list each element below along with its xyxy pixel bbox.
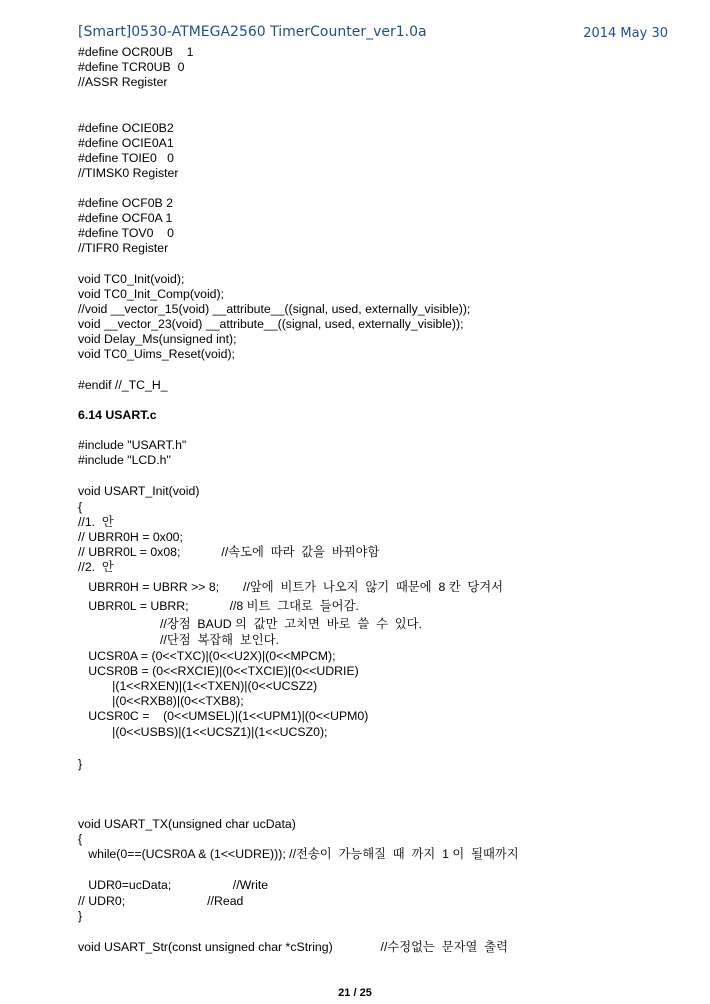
code-line: // UBRR0L = 0x08; //속도에 따라 값을 바꿔야함 <box>78 545 380 559</box>
code-line: #include "LCD.h" <box>78 453 171 467</box>
code-line: //void __vector_15(void) __attribute__((signal, used, externally_visible)); <box>78 302 471 316</box>
code-line: } <box>78 757 83 771</box>
code-line: void USART_Str(const unsigned char *cString) //수정없는 문자열 출력 <box>78 940 508 954</box>
code-line: UCSR0A = (0<<TXC)|(0<<U2X)|(0<<MPCM); <box>78 649 336 663</box>
code-line: //ASSR Register <box>78 75 168 89</box>
code-line: } <box>78 909 83 923</box>
page-number: 21 / 25 <box>338 987 372 999</box>
code-line: #endif //_TC_H_ <box>78 378 168 392</box>
code-line: void TC0_Init_Comp(void); <box>78 287 225 301</box>
code-line: { <box>78 832 83 846</box>
code-line: #define TOIE0 0 <box>78 151 174 165</box>
code-line: //TIFR0 Register <box>78 241 169 255</box>
code-line: |(0<<USBS)|(1<<UCSZ1)|(1<<UCSZ0); <box>78 725 328 739</box>
code-line: UDR0=ucData; //Write <box>78 878 269 892</box>
code-line: //TIMSK0 Register <box>78 166 179 180</box>
code-line: #define OCF0B 2 <box>78 196 174 210</box>
code-line: void __vector_23(void) __attribute__((signal, used, externally_visible)); <box>78 317 464 331</box>
code-line: void TC0_Init(void); <box>78 272 185 286</box>
code-line: #define OCIE0B2 <box>78 121 174 135</box>
code-line: #define OCF0A 1 <box>78 211 173 225</box>
code-line: #define OCR0UB 1 <box>78 45 194 59</box>
code-line: #define OCIE0A1 <box>78 136 174 150</box>
code-line: UCSR0B = (0<<RXCIE)|(0<<TXCIE)|(0<<UDRIE) <box>78 664 359 678</box>
section-heading: 6.14 USART.c <box>78 408 157 422</box>
code-line: #define TCR0UB 0 <box>78 60 185 74</box>
code-line: void TC0_Uims_Reset(void); <box>78 347 235 361</box>
code-line: UBRR0L = UBRR; //8 비트 그대로 들어감. <box>78 599 359 613</box>
code-line: while(0==(UCSR0A & (1<<UDRE))); //전송이 가능해질 때 까지 1 이 될때까지 <box>78 847 519 861</box>
header-title: [Smart]0530-ATMEGA2560 TimerCounter_ver1.0a <box>78 24 427 40</box>
code-line: void USART_Init(void) <box>78 484 200 498</box>
code-line: UBRR0H = UBRR >> 8; //앞에 비트가 나오지 않기 때문에 8 칸 당겨서 <box>78 580 504 594</box>
code-line: void USART_TX(unsigned char ucData) <box>78 817 296 831</box>
code-line: // UBRR0H = 0x00; <box>78 530 183 544</box>
code-line: #define TOV0 0 <box>78 226 174 240</box>
code-line: // UDR0; //Read <box>78 894 244 908</box>
code-line: UCSR0C = (0<<UMSEL)|(1<<UPM1)|(0<<UPM0) <box>78 709 369 723</box>
code-line: //장점 BAUD 의 값만 고치면 바로 쓸 수 있다. <box>78 617 422 631</box>
code-line: { <box>78 500 83 514</box>
code-line: //1. 안 <box>78 515 114 529</box>
header-date: 2014 May 30 <box>583 26 668 41</box>
code-line: //2. 안 <box>78 560 114 574</box>
code-line: #include "USART.h" <box>78 438 187 452</box>
code-line: |(0<<RXB8)|(0<<TXB8); <box>78 694 244 708</box>
code-line: |(1<<RXEN)|(1<<TXEN)|(0<<UCSZ2) <box>78 679 318 693</box>
code-line: //단점 복잡해 보인다. <box>78 633 279 647</box>
code-line: void Delay_Ms(unsigned int); <box>78 332 237 346</box>
